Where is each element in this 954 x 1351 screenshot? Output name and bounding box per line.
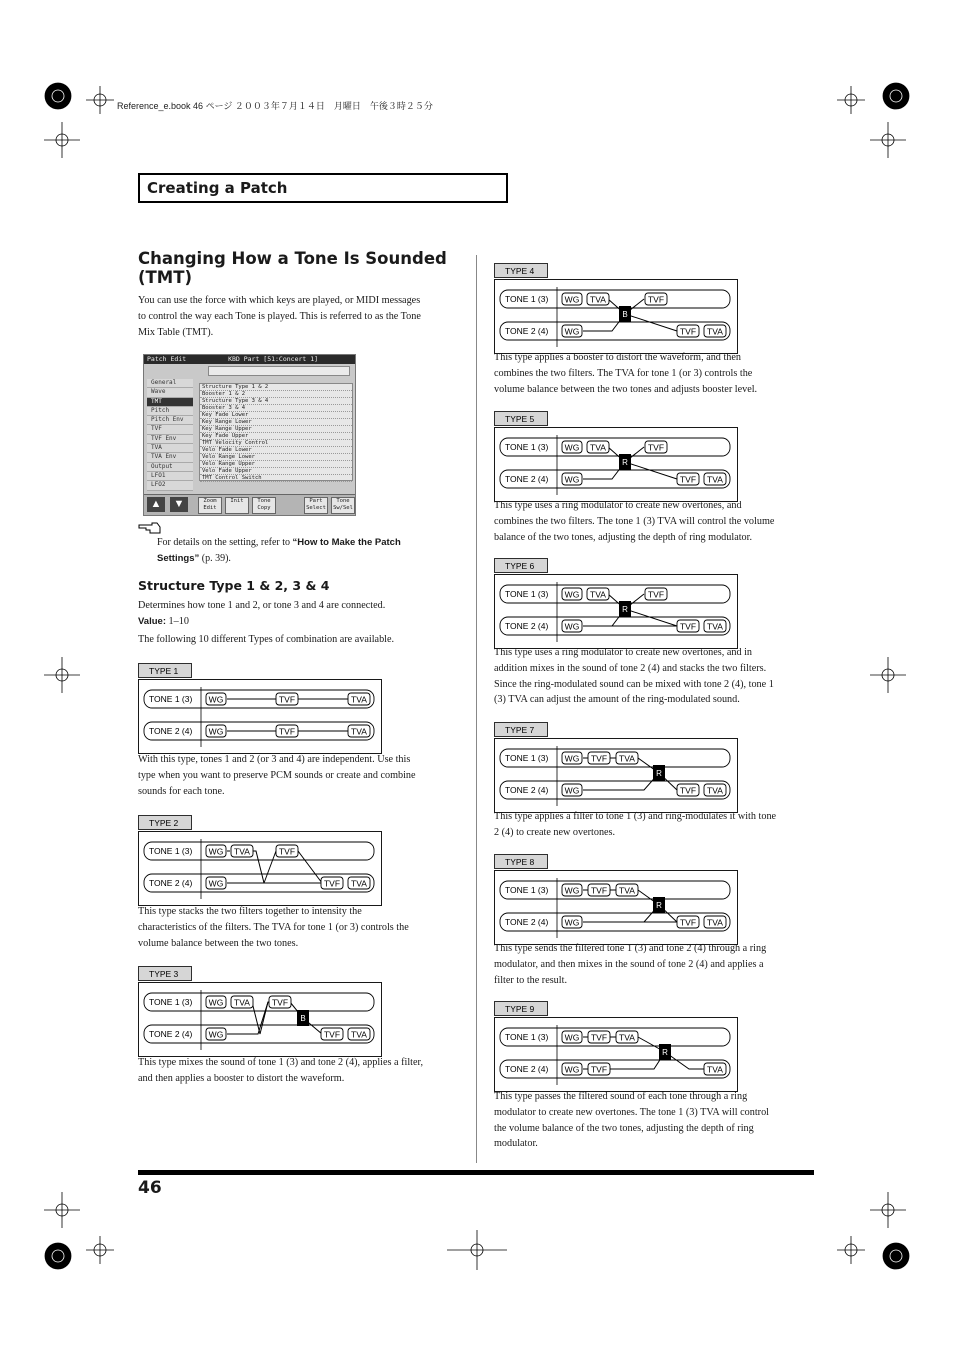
wg-block-label: WG: [564, 1032, 580, 1043]
type-1-description: With this type, tones 1 and 2 (or 3 and 4) are independent. Use this type when you want to preserve PCM sounds or create and combine sounds for each tone.: [138, 754, 416, 797]
type-6-description: This type uses a ring modulator to create new overtones, and in addition mixes in the sound of tone 2 (4) and stacks the two filters. Since the ring-modulated sound can be mixed with tone 2 (4), tone 1 (3) TVA can adjust the amount of the ring-modulated sound.: [494, 647, 774, 706]
diagram-frame: [495, 280, 738, 354]
page-number: 46: [138, 1178, 162, 1198]
book-header: Reference_e.book 46 ページ ２００３年７月１４日 月曜日 午後３時２５分: [117, 101, 433, 111]
tvf-block-label: TVF: [323, 878, 341, 889]
wg-block-label: WG: [564, 326, 580, 337]
type-4-description: This type applies a booster to distort the waveform, and then combines the two filters. The TVA for tone 1 (or 3) controls the volume balance between the two tones and adjusts booster level.: [494, 352, 758, 395]
tvf-block-label: TVF: [278, 726, 296, 737]
types-intro: The following 10 different Types of combination are available.: [138, 634, 395, 645]
wg-block-label: WG: [208, 1029, 224, 1040]
type-5-description: This type uses a ring modulator to create new overtones, and combines the two filters. The tone 1 (3) TVA will control the volume balance of the two tones, adjusting the depth of ring modulator.: [494, 500, 775, 543]
type-9-diagram: [494, 1001, 740, 1098]
wg-block-label: WG: [564, 294, 580, 305]
tva-block-label: TVA: [707, 326, 723, 337]
tone-1-label: TONE 1 (3): [505, 885, 549, 895]
tva-block-label: TVA: [351, 1029, 367, 1040]
svg-text:R: R: [656, 901, 662, 910]
type-8-diagram: [494, 854, 740, 951]
up-arrow-icon[interactable]: ▲: [147, 497, 165, 512]
tva-block-label: TVA: [351, 878, 367, 889]
lcd-tab-selected[interactable]: TMT: [147, 398, 193, 407]
lcd-button-part-select[interactable]: Part Select: [304, 497, 328, 514]
structure-heading: Structure Type 1 & 2, 3 & 4: [138, 578, 330, 593]
tva-block-label: TVA: [590, 294, 606, 305]
svg-text:R: R: [622, 458, 628, 467]
tone-2-label: TONE 2 (4): [505, 621, 549, 631]
tone-2-label: TONE 2 (4): [149, 1029, 193, 1039]
wg-block-label: WG: [208, 726, 224, 737]
type-label: TYPE 5: [505, 414, 535, 424]
lcd-title-bar: Patch Edit KBD Part [51:Concert 1]: [144, 355, 355, 364]
tone-2-label: TONE 2 (4): [505, 474, 549, 484]
tvf-block-label: TVF: [323, 1029, 341, 1040]
type-label: TYPE 6: [505, 561, 535, 571]
type-1-diagram: [138, 663, 384, 760]
type-7-diagram: [494, 722, 740, 819]
type-2-description: This type stacks the two filters together to intensity the characteristics of the filters. The TVA for tone 1 (or 3) controls the volume balance between the two tones.: [138, 906, 409, 949]
svg-text:R: R: [662, 1048, 668, 1057]
tvf-block-label: TVF: [679, 785, 697, 796]
diagram-frame: [495, 428, 738, 502]
wg-block-label: WG: [564, 621, 580, 632]
tvf-block-label: TVF: [647, 589, 665, 600]
tone-2-label: TONE 2 (4): [505, 326, 549, 336]
pointing-hand-icon: [138, 521, 162, 535]
wg-block-label: WG: [208, 846, 224, 857]
tvf-block-label: TVF: [679, 326, 697, 337]
type-label: TYPE 7: [505, 725, 535, 735]
diagram-frame: [495, 739, 738, 813]
type-label: TYPE 2: [149, 818, 179, 828]
tva-block-label: TVA: [234, 997, 250, 1008]
tvf-block-label: TVF: [679, 621, 697, 632]
tva-block-label: TVA: [619, 753, 635, 764]
diagram-frame: [139, 680, 382, 754]
type-label: TYPE 4: [505, 266, 535, 276]
lcd-tab[interactable]: TVA: [147, 444, 193, 453]
type-6-diagram: [494, 558, 740, 655]
lcd-tab[interactable]: Wave: [147, 388, 193, 397]
type-8-description: This type sends the filtered tone 1 (3) and tone 2 (4) through a ring modulator, and then mixes in the sound of tone 2 (4) and applies a filter to the result.: [494, 943, 767, 986]
lcd-tab-list: [147, 379, 193, 491]
tone-2-label: TONE 2 (4): [149, 726, 193, 736]
type-3-diagram: [138, 966, 384, 1063]
lcd-tone-switches: [208, 366, 350, 376]
tvf-block-label: TVF: [278, 846, 296, 857]
svg-text:R: R: [622, 605, 628, 614]
page-heading: Changing How a Tone Is Sounded (TMT): [138, 249, 447, 287]
wg-block-label: WG: [208, 694, 224, 705]
tva-block-label: TVA: [619, 885, 635, 896]
structure-description: Determines how tone 1 and 2, or tone 3 and 4 are connected.: [138, 600, 386, 611]
intro-paragraph: You can use the force with which keys are played, or MIDI messages to control the way each Tone is played. This is referred to as the Tone Mix Table (TMT).: [138, 295, 421, 338]
diagram-frame: [495, 575, 738, 649]
svg-text:B: B: [300, 1014, 306, 1023]
tone-1-label: TONE 1 (3): [505, 753, 549, 763]
tone-1-label: TONE 1 (3): [149, 997, 193, 1007]
type-5-diagram: [494, 411, 740, 508]
diagram-frame: [495, 871, 738, 945]
wg-block-label: WG: [564, 589, 580, 600]
lcd-tab[interactable]: LFO2: [147, 481, 193, 490]
column-divider: [476, 255, 477, 1163]
lcd-tab[interactable]: TVF: [147, 425, 193, 434]
wg-block-label: WG: [208, 878, 224, 889]
tone-1-label: TONE 1 (3): [505, 294, 549, 304]
lcd-tab[interactable]: LFO1: [147, 472, 193, 481]
lcd-screenshot: [143, 354, 356, 516]
type-3-description: This type mixes the sound of tone 1 (3) and tone 2 (4), applies a filter, and then applies a booster to distort the waveform.: [138, 1057, 424, 1084]
type-4-diagram: [494, 263, 740, 360]
tva-block-label: TVA: [707, 1064, 723, 1075]
tva-block-label: TVA: [351, 726, 367, 737]
tva-block-label: TVA: [619, 1032, 635, 1043]
type-label: TYPE 1: [149, 666, 179, 676]
section-title: Creating a Patch: [147, 179, 288, 197]
type-label: TYPE 3: [149, 969, 179, 979]
tone-2-label: TONE 2 (4): [505, 917, 549, 927]
diagram-frame: [495, 1018, 738, 1092]
lcd-tab[interactable]: Output: [147, 463, 193, 472]
tone-1-label: TONE 1 (3): [505, 1032, 549, 1042]
type-2-diagram: [138, 815, 384, 912]
tone-2-label: TONE 2 (4): [149, 878, 193, 888]
lcd-button-tone-sw-sel[interactable]: Tone Sw/Sel: [331, 497, 355, 514]
lcd-button-tone-copy[interactable]: Tone Copy: [252, 497, 276, 514]
tvf-block-label: TVF: [590, 1064, 608, 1075]
tvf-block-label: TVF: [679, 917, 697, 928]
tva-block-label: TVA: [707, 474, 723, 485]
svg-text:R: R: [656, 769, 662, 778]
tva-block-label: TVA: [707, 621, 723, 632]
wg-block-label: WG: [564, 785, 580, 796]
tone-1-label: TONE 1 (3): [149, 846, 193, 856]
lcd-button-zoom-edit[interactable]: Zoom Edit: [198, 497, 222, 514]
type-7-description: This type applies a filter to tone 1 (3) and ring-modulates it with tone 2 (4) to create new overtones.: [494, 811, 777, 838]
wg-block-label: WG: [564, 885, 580, 896]
wg-block-label: WG: [208, 997, 224, 1008]
tone-1-label: TONE 1 (3): [149, 694, 193, 704]
tone-2-label: TONE 2 (4): [505, 1064, 549, 1074]
tva-block-label: TVA: [707, 917, 723, 928]
value-line: Value: 1–10: [138, 616, 189, 627]
tone-2-label: TONE 2 (4): [505, 785, 549, 795]
tvf-block-label: TVF: [278, 694, 296, 705]
type-label: TYPE 8: [505, 857, 535, 867]
tva-block-label: TVA: [234, 846, 250, 857]
tvf-block-label: TVF: [590, 1032, 608, 1043]
tva-block-label: TVA: [707, 785, 723, 796]
section-header-box: [138, 173, 508, 203]
lcd-tab[interactable]: General: [147, 379, 193, 388]
lcd-button-bar: [144, 494, 355, 515]
tva-block-label: TVA: [590, 442, 606, 453]
tvf-block-label: TVF: [590, 885, 608, 896]
tva-block-label: TVA: [590, 589, 606, 600]
lcd-tab[interactable]: TVA Env: [147, 453, 193, 462]
wg-block-label: WG: [564, 753, 580, 764]
svg-text:B: B: [622, 310, 628, 319]
wg-block-label: WG: [564, 442, 580, 453]
lcd-button-init[interactable]: Init: [225, 497, 249, 514]
wg-block-label: WG: [564, 1064, 580, 1075]
tvf-block-label: TVF: [590, 753, 608, 764]
lcd-tab[interactable]: Pitch Env: [147, 416, 193, 425]
tva-block-label: TVA: [351, 694, 367, 705]
tone-1-label: TONE 1 (3): [505, 442, 549, 452]
reference-note: For details on the setting, refer to “How to Make the Patch Settings” (p. 39).: [157, 537, 401, 564]
tvf-block-label: TVF: [679, 474, 697, 485]
down-arrow-icon[interactable]: ▼: [170, 497, 188, 512]
tvf-block-label: TVF: [647, 442, 665, 453]
type-9-description: This type passes the filtered sound of each tone through a ring modulator to create new overtones. The tone 1 (3) TVA will control the volume balance of the two tones, adjusting the depth of ring modulator.: [494, 1091, 769, 1150]
lcd-tab[interactable]: Pitch: [147, 407, 193, 416]
tvf-block-label: TVF: [647, 294, 665, 305]
footer-rule: [138, 1170, 814, 1175]
lcd-parameter-list: Structure Type 1 & 2 Booster 1 & 2 Structure Type 3 & 4 Booster 3 & 4 Key Fade Lower Key Range Lower Key Range Upper Key Fade Upper TMT Velocity Control Velo Fade Lower Velo Range Lower Velo Range Upper Velo Fade Upper TMT Control Switch: [199, 383, 353, 481]
lcd-tab[interactable]: TVF Env: [147, 435, 193, 444]
diagram-frame: [139, 983, 382, 1057]
tvf-block-label: TVF: [271, 997, 289, 1008]
wg-block-label: WG: [564, 917, 580, 928]
tone-1-label: TONE 1 (3): [505, 589, 549, 599]
wg-block-label: WG: [564, 474, 580, 485]
type-label: TYPE 9: [505, 1004, 535, 1014]
